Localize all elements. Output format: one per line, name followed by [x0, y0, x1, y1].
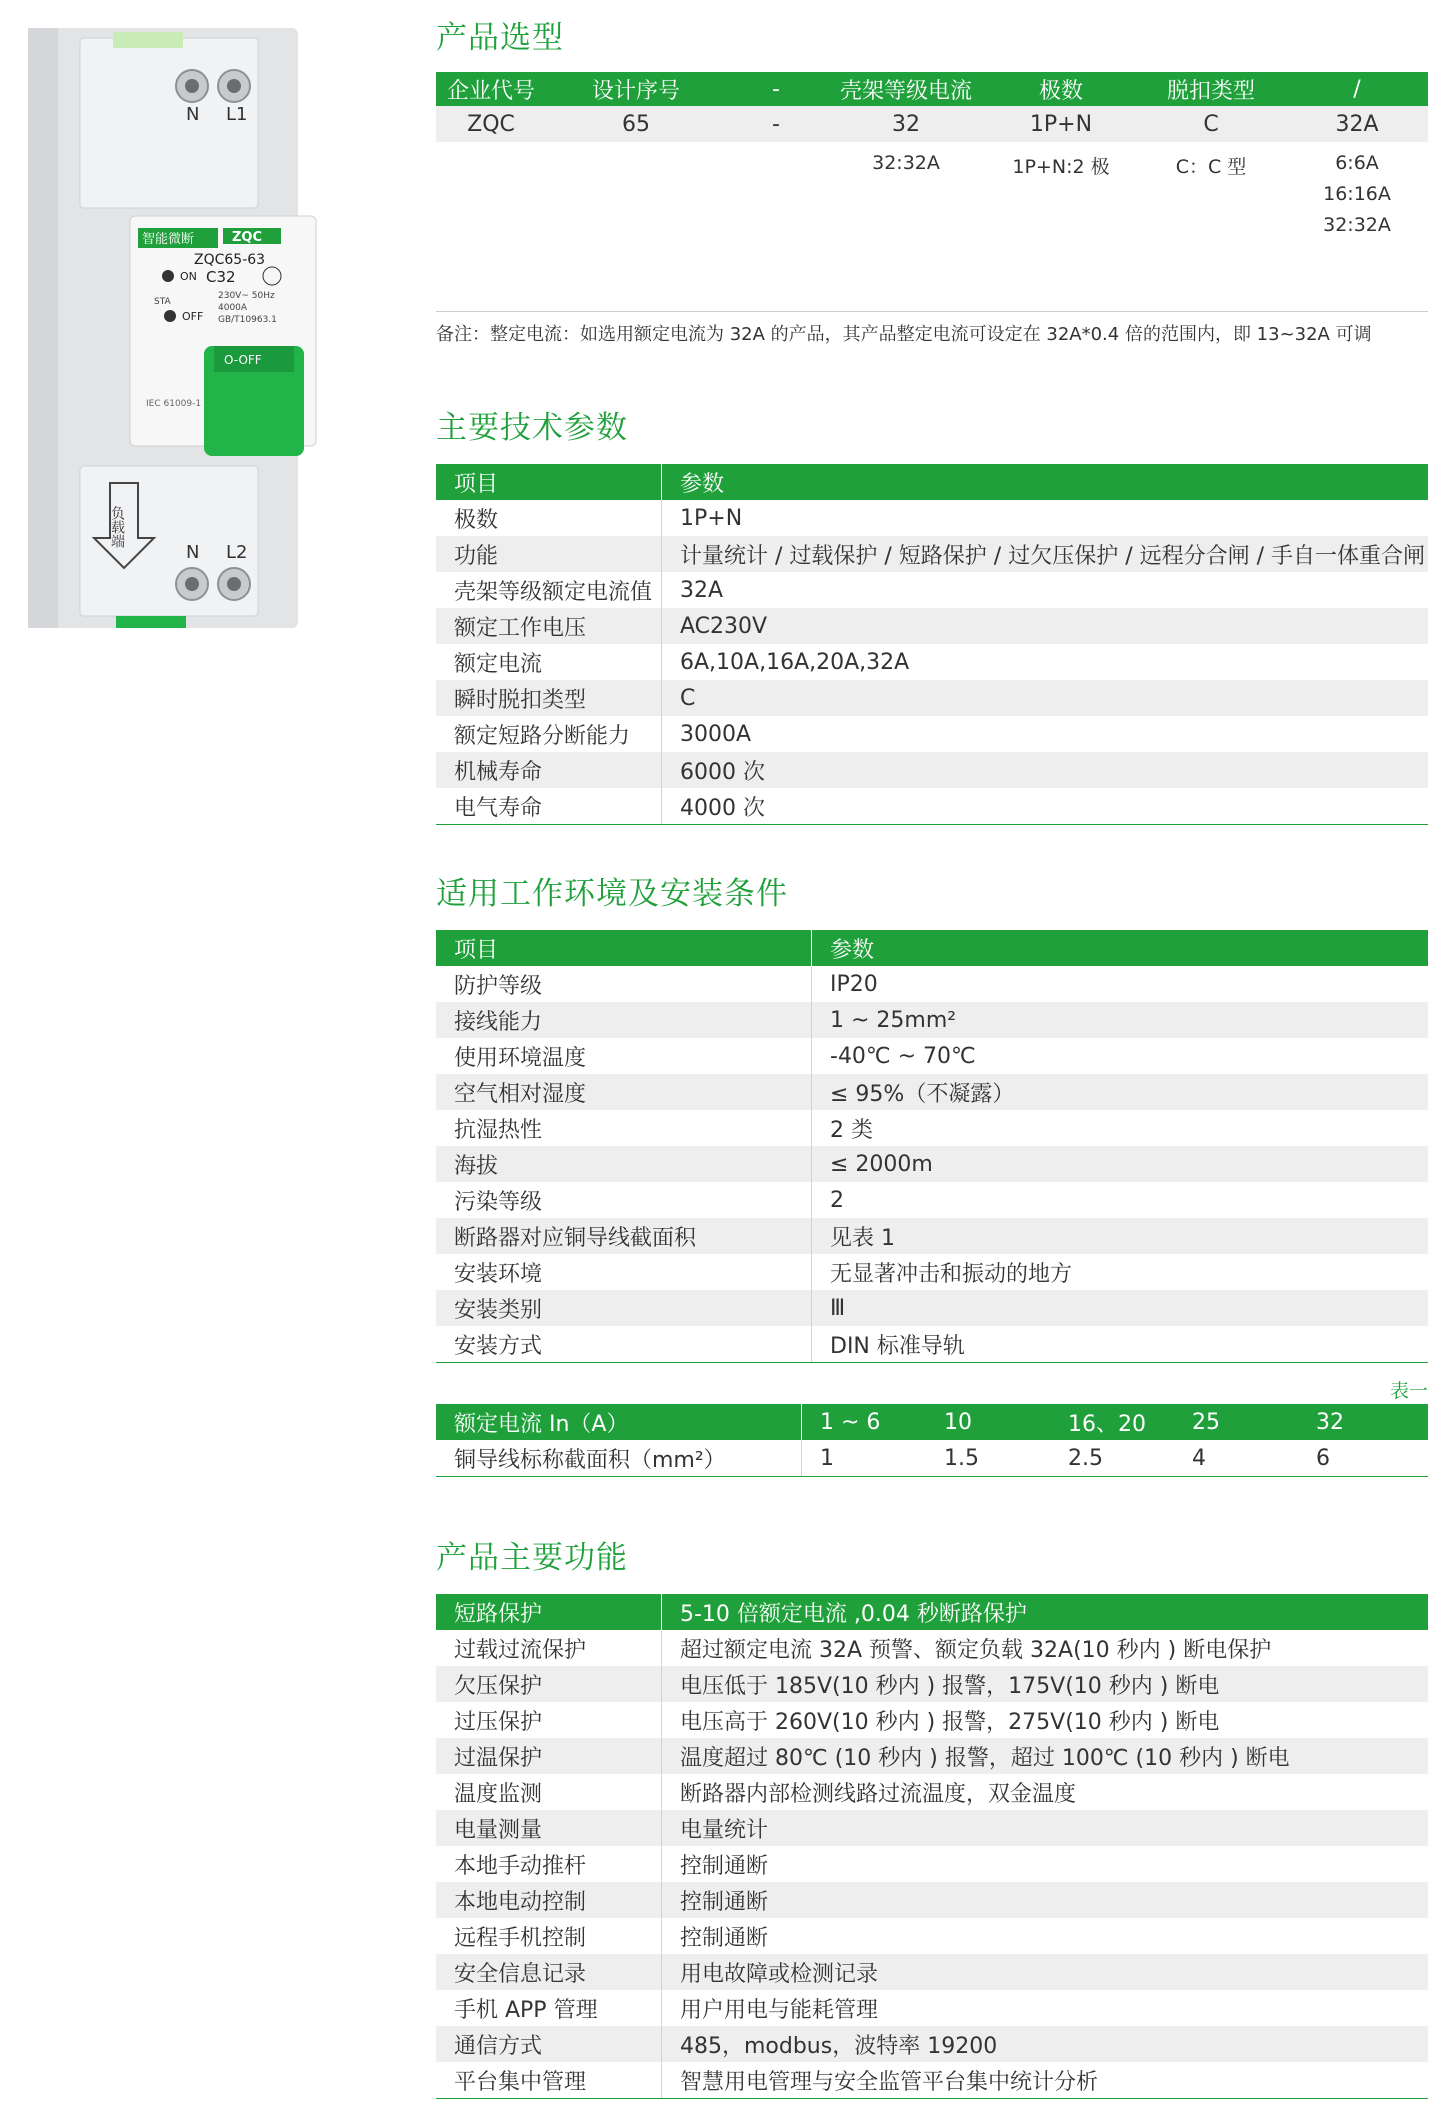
header-cell: 10 — [944, 1409, 972, 1435]
table-row: 通信方式 485，modbus，波特率 19200 — [436, 2026, 1428, 2062]
table-row: 远程手机控制 控制通断 — [436, 1918, 1428, 1954]
table-row: 防护等级 IP20 — [436, 966, 1428, 1002]
selection-table — [436, 72, 1428, 312]
table-row: 铜导线标称截面积（mm²） 1 1.5 2.5 4 6 — [436, 1440, 1428, 1476]
table-row: 安装类别 Ⅲ — [436, 1290, 1428, 1326]
current-option: 6:6A — [1335, 152, 1379, 174]
load-side-label: 负载端 — [109, 506, 125, 548]
frame-option: 32:32A — [872, 152, 940, 174]
table-tag: 表一 — [1389, 1380, 1428, 1402]
table-row: 额定工作电压 AC230V — [436, 608, 1428, 644]
svg-text:STA: STA — [154, 297, 171, 307]
poles-option: 1P+N:2 极 — [1012, 156, 1110, 178]
value-cell: 1P+N — [1029, 111, 1093, 137]
table-row: 污染等级 2 — [436, 1182, 1428, 1218]
section-title-environment: 适用工作环境及安装条件 — [436, 876, 788, 912]
table-row: 机械寿命 6000 次 — [436, 752, 1428, 788]
table-row: 手机 APP 管理 用户用电与能耗管理 — [436, 1990, 1428, 2026]
table-row: 功能 计量统计 / 过载保护 / 短路保护 / 过欠压保护 / 远程分合闸 / 手自一体重合闸 — [436, 536, 1428, 572]
table-row: 平台集中管理 智慧用电管理与安全监管平台集中统计分析 — [436, 2062, 1428, 2098]
table-row: 安全信息记录 用电故障或检测记录 — [436, 1954, 1428, 1990]
header-cell: 25 — [1192, 1409, 1220, 1435]
table-row: 过载过流保护 超过额定电流 32A 预警、额定负载 32A(10 秒内 ) 断电保护 — [436, 1630, 1428, 1666]
header-cell: 16、20 — [1068, 1411, 1146, 1437]
rating-label: C32 — [206, 268, 236, 286]
handle-label: O-OFF — [224, 353, 262, 367]
breaker-product-image — [18, 28, 318, 628]
table-row: 额定短路分断能力 3000A — [436, 716, 1428, 752]
svg-text:OFF: OFF — [182, 310, 204, 323]
header-cell: 32 — [1316, 1409, 1344, 1435]
current-option: 16:16A — [1323, 183, 1391, 205]
functions-table — [436, 1594, 1428, 2099]
svg-text:ON: ON — [180, 270, 197, 283]
trip-option: C：C 型 — [1175, 156, 1247, 178]
header-cell: 壳架等级电流 — [839, 78, 972, 104]
table-row: 极数 1P+N — [436, 500, 1428, 536]
svg-text:230V~ 50Hz: 230V~ 50Hz — [218, 291, 275, 301]
value-cell: 32 — [892, 111, 920, 137]
header-cell: 脱扣类型 — [1166, 78, 1255, 104]
section-title-selection: 产品选型 — [436, 20, 564, 56]
table-row: 电量测量 电量统计 — [436, 1810, 1428, 1846]
table-row: 断路器对应铜导线截面积 见表 1 — [436, 1218, 1428, 1254]
brand-logo: ZQC — [232, 230, 263, 245]
table-row: 温度监测 断路器内部检测线路过流温度，双金温度 — [436, 1774, 1428, 1810]
table-row: 抗湿热性 2 类 — [436, 1110, 1428, 1146]
header-cell: 1 ~ 6 — [820, 1409, 881, 1435]
svg-text:GB/T10963.1: GB/T10963.1 — [218, 315, 277, 325]
current-option: 32:32A — [1323, 214, 1391, 236]
terminal-label: N — [186, 542, 200, 563]
header-cell: 极数 — [1038, 78, 1083, 104]
svg-text:4000A: 4000A — [218, 303, 248, 313]
brand-cn: 智能微断 — [142, 232, 195, 247]
header-cell: 企业代号 — [446, 78, 535, 104]
terminal-label: N — [186, 104, 200, 125]
table-row: 海拔 ≤ 2000m — [436, 1146, 1428, 1182]
wire-table — [436, 1404, 1428, 1477]
table-row: 电气寿命 4000 次 — [436, 788, 1428, 824]
header-cell: 项目 — [436, 464, 662, 500]
value-cell: C — [1203, 111, 1219, 137]
terminal-label: L1 — [226, 104, 248, 125]
terminal-label: L2 — [226, 542, 248, 563]
value-cell: ZQC — [467, 111, 515, 137]
value-cell: 65 — [622, 111, 650, 137]
table-row: 额定电流 6A,10A,16A,20A,32A — [436, 644, 1428, 680]
environment-table — [436, 930, 1428, 1363]
table-row: 本地电动控制 控制通断 — [436, 1882, 1428, 1918]
table-row: 壳架等级额定电流值 32A — [436, 572, 1428, 608]
header-cell: / — [1353, 76, 1361, 102]
header-cell: 参数 — [830, 937, 875, 963]
table-row: 过压保护 电压高于 260V(10 秒内 ) 报警，275V(10 秒内 ) 断电 — [436, 1702, 1428, 1738]
table-row: 使用环境温度 -40℃ ~ 70℃ — [436, 1038, 1428, 1074]
selection-note: 备注：整定电流：如选用额定电流为 32A 的产品，其产品整定电流可设定在 32A*0.4 倍的范围内，即 13~32A 可调 — [436, 324, 1372, 345]
table-row: 欠压保护 电压低于 185V(10 秒内 ) 报警，175V(10 秒内 ) 断电 — [436, 1666, 1428, 1702]
model-label: ZQC65-63 — [194, 252, 266, 268]
section-title-functions: 产品主要功能 — [436, 1540, 628, 1576]
header-cell: 设计序号 — [591, 78, 680, 104]
table-row: 本地手动推杆 控制通断 — [436, 1846, 1428, 1882]
header-cell: 额定电流 In（A） — [436, 1404, 802, 1440]
header-cell: 参数 — [680, 471, 725, 497]
table-row: 安装方式 DIN 标准导轨 — [436, 1326, 1428, 1362]
header-cell: 5-10 倍额定电流 ,0.04 秒断路保护 — [680, 1601, 1027, 1627]
header-cell: 短路保护 — [436, 1594, 662, 1630]
table-row: 接线能力 1 ~ 25mm² — [436, 1002, 1428, 1038]
table-row: 安装环境 无显著冲击和振动的地方 — [436, 1254, 1428, 1290]
table-row: 过温保护 温度超过 80℃ (10 秒内 ) 报警，超过 100℃ (10 秒内 ) 断电 — [436, 1738, 1428, 1774]
header-cell: 项目 — [436, 930, 812, 966]
tech-params-table — [436, 464, 1428, 825]
table-row: 瞬时脱扣类型 C — [436, 680, 1428, 716]
svg-text:IEC 61009-1: IEC 61009-1 — [146, 399, 202, 409]
section-title-tech-params: 主要技术参数 — [436, 410, 628, 446]
table-row: 空气相对湿度 ≤ 95%（不凝露） — [436, 1074, 1428, 1110]
value-cell: 32A — [1335, 111, 1379, 137]
header-cell: - — [772, 76, 780, 102]
value-cell: - — [772, 111, 780, 137]
